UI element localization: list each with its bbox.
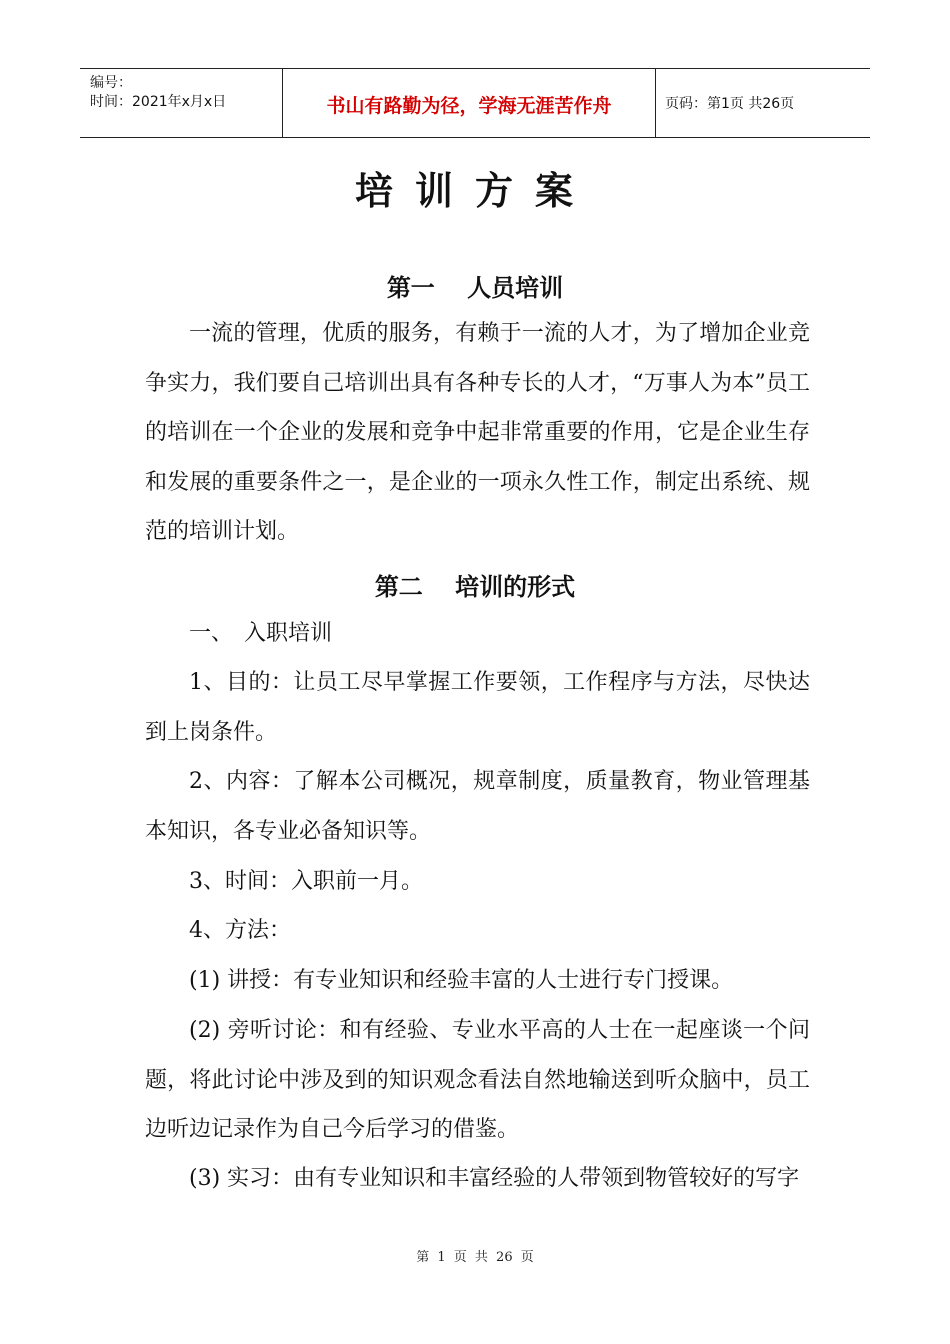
document-title: 培训方案 <box>354 168 595 213</box>
paragraph-time: 3、时间：入职前一月。 <box>189 869 423 894</box>
header-left-cell <box>80 69 282 137</box>
header-motto: 书山有路勤为径，学海无涯苦作舟 <box>326 95 612 117</box>
method-internship: (3) 实习：由有专业知识和丰富经验的人带领到物管较好的写字 <box>189 1166 800 1191</box>
section-heading-1: 第一 人员培训 <box>386 274 564 302</box>
paragraph-method: 4、方法： <box>189 918 291 943</box>
header-page-info: 页码：第1页 共26页 <box>665 96 795 112</box>
document-date-label: 时间：2021年x月x日 <box>90 94 227 110</box>
section-1-paragraph: 一流的管理，优质的服务，有赖于一流的人才，为了增加企业竞争实力，我们要自己培训出具有各种专长的人才，“万事人为本”员工的培训在一个企业的发展和竞争中起非常重要的作用，它是企业生存和发展的重要条件之一，是企业的一项永久性工作，制定出系统、规范的培训计划。 <box>145 321 810 544</box>
header-page-cell <box>655 69 870 137</box>
paragraph-purpose: 1、目的：让员工尽早掌握工作要领，工作程序与方法，尽快达到上岗条件。 <box>145 670 810 745</box>
header-motto-cell <box>282 69 656 137</box>
subsection-induction-training: 一、 入职培训 <box>189 621 333 646</box>
page-header <box>80 68 870 138</box>
page-footer: 第 1 页 共 26 页 <box>416 1250 534 1265</box>
method-lecture: (1) 讲授：有专业知识和经验丰富的人士进行专门授课。 <box>189 968 734 993</box>
paragraph-content: 2、内容：了解本公司概况，规章制度，质量教育，物业管理基本知识，各专业必备知识等。 <box>145 769 810 844</box>
document-number-label: 编号： <box>90 75 132 91</box>
method-discussion: (2) 旁听讨论：和有经验、专业水平高的人士在一起座谈一个问题，将此讨论中涉及到的知识观念看法自然地输送到听众脑中，员工边听边记录作为自己今后学习的借鉴。 <box>145 1018 810 1142</box>
section-heading-2: 第二 培训的形式 <box>374 573 576 601</box>
